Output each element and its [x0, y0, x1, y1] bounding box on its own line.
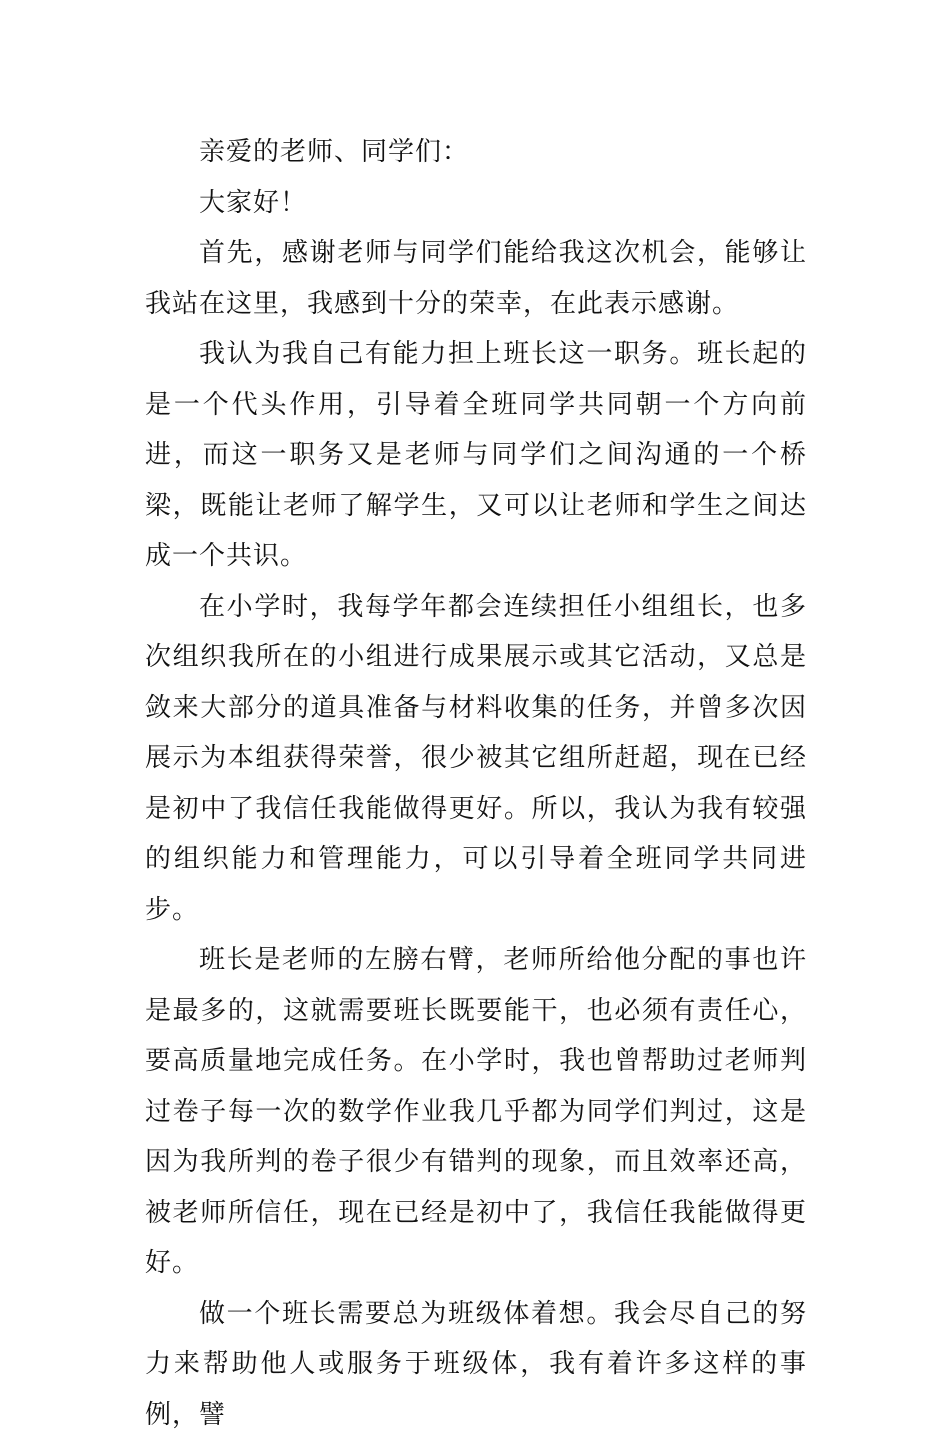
paragraph-responsibility: 班长是老师的左膀右臂，老师所给他分配的事也许是最多的，这就需要班长既要能干，也必须有责任心，要高质量地完成任务。在小学时，我也曾帮助过老师判过卷子每一次的数学作业我几乎都为同学们判过，这是因为我所判的卷子很少有错判的现象，而且效率还高，被老师所信任，现在已经是初中了，我信任我能做得更好。	[145, 935, 807, 1289]
paragraph-experience: 在小学时，我每学年都会连续担任小组组长，也多次组织我所在的小组进行成果展示或其它活动，又总是敛来大部分的道具准备与材料收集的任务，并曾多次因展示为本组获得荣誉，很少被其它组所赶超，现在已经是初中了我信任我能做得更好。所以，我认为我有较强的组织能力和管理能力，可以引导着全班同学共同进步。	[145, 582, 807, 936]
paragraph-ability: 我认为我自己有能力担上班长这一职务。班长起的是一个代头作用，引导着全班同学共同朝一个方向前进，而这一职务又是老师与同学们之间沟通的一个桥梁，既能让老师了解学生，又可以让老师和学生之间达成一个共识。	[145, 329, 807, 582]
document-body	[145, 127, 807, 1440]
salutation: 亲爱的老师、同学们：	[145, 127, 807, 178]
paragraph-class-service: 做一个班长需要总为班级体着想。我会尽自己的努力来帮助他人或服务于班级体，我有着许多这样的事例，譬	[145, 1289, 807, 1440]
greeting: 大家好！	[145, 178, 807, 229]
paragraph-thanks: 首先，感谢老师与同学们能给我这次机会，能够让我站在这里，我感到十分的荣幸，在此表示感谢。	[145, 228, 807, 329]
